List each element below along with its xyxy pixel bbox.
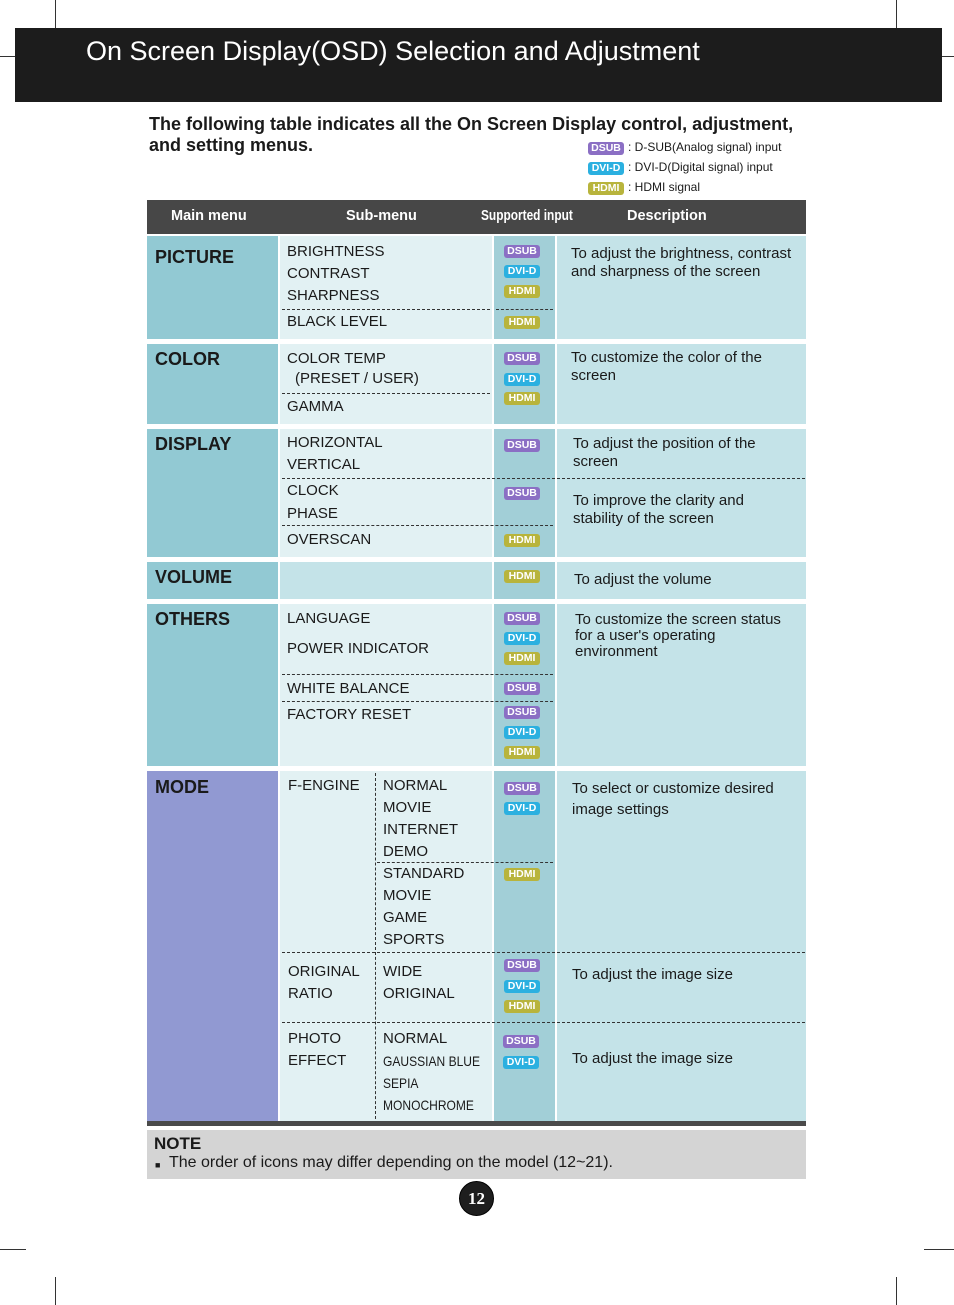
option-item: NORMAL bbox=[383, 1030, 448, 1047]
option-item: MONOCHROME bbox=[383, 1097, 474, 1113]
sub-item: PHOTO bbox=[288, 1030, 342, 1047]
note-text: The order of icons may differ depending on the model (12~21). bbox=[169, 1154, 613, 1171]
option-item: STANDARD bbox=[383, 865, 465, 882]
sub-item: WHITE BALANCE bbox=[287, 680, 410, 697]
sub-item: SHARPNESS bbox=[287, 287, 380, 304]
option-item: GAME bbox=[383, 909, 428, 926]
dvid-badge: DVI-D bbox=[504, 632, 540, 645]
description: To adjust the volume bbox=[574, 571, 712, 588]
legend-desc: : DVI-D(Digital signal) input bbox=[628, 160, 773, 174]
dsub-badge: DSUB bbox=[588, 142, 624, 155]
sub-item: GAMMA bbox=[287, 398, 344, 415]
dvid-badge: DVI-D bbox=[588, 162, 624, 175]
hdmi-badge: HDMI bbox=[504, 746, 540, 759]
intro-text: The following table indicates all the On Screen Display control, adjustment, and setting menus. bbox=[149, 114, 794, 155]
dsub-badge: DSUB bbox=[503, 1035, 539, 1048]
sub-item: CONTRAST bbox=[287, 265, 370, 282]
hdmi-badge: HDMI bbox=[504, 534, 540, 547]
hdmi-badge: HDMI bbox=[504, 392, 540, 405]
main-menu-others: OTHERS bbox=[155, 609, 231, 629]
divider bbox=[282, 309, 490, 310]
legend-dvid bbox=[588, 160, 773, 175]
hdmi-badge: HDMI bbox=[504, 652, 540, 665]
sub-item: (PRESET / USER) bbox=[295, 370, 419, 387]
header-description: Description bbox=[627, 208, 707, 224]
sub-item: EFFECT bbox=[288, 1052, 347, 1069]
dsub-badge: DSUB bbox=[504, 352, 540, 365]
option-item: ORIGINAL bbox=[383, 985, 455, 1002]
sub-item: RATIO bbox=[288, 985, 333, 1002]
dvid-badge: DVI-D bbox=[503, 1056, 539, 1069]
volume-sub-cell bbox=[280, 562, 492, 599]
header-sub-menu: Sub-menu bbox=[346, 208, 417, 224]
crop-mark bbox=[942, 56, 954, 57]
option-item: DEMO bbox=[383, 843, 428, 860]
sub-item: OVERSCAN bbox=[287, 531, 372, 548]
description: To adjust the position of the screen bbox=[573, 435, 756, 470]
description: To select or customize desired image settings bbox=[572, 780, 774, 818]
header-main-menu: Main menu bbox=[171, 208, 247, 224]
note-title: NOTE bbox=[154, 1134, 202, 1153]
option-item: MOVIE bbox=[383, 799, 432, 816]
page-title: On Screen Display(OSD) Selection and Adjustment bbox=[86, 36, 700, 66]
option-item: GAUSSIAN BLUE bbox=[383, 1053, 481, 1069]
dvid-badge: DVI-D bbox=[504, 265, 540, 278]
dsub-badge: DSUB bbox=[504, 706, 540, 719]
legend-dsub bbox=[588, 140, 781, 155]
option-item: INTERNET bbox=[383, 821, 458, 838]
crop-mark bbox=[896, 0, 897, 28]
mode-main-cell bbox=[147, 771, 278, 1121]
dsub-badge: DSUB bbox=[504, 439, 540, 452]
hdmi-badge: HDMI bbox=[588, 182, 624, 195]
description: To customize the screen status for a user's operating environment bbox=[575, 611, 781, 660]
description: To adjust the image size bbox=[572, 966, 733, 983]
dvid-badge: DVI-D bbox=[504, 726, 540, 739]
crop-mark bbox=[0, 1249, 26, 1250]
crop-mark bbox=[55, 0, 56, 28]
option-item: MOVIE bbox=[383, 887, 432, 904]
dsub-badge: DSUB bbox=[504, 782, 540, 795]
description: To customize the color of the screen bbox=[571, 349, 762, 384]
crop-mark bbox=[924, 1249, 954, 1250]
page-number: 12 bbox=[459, 1181, 494, 1216]
sub-item: COLOR TEMP bbox=[287, 350, 386, 367]
header-supported-input: Supported input bbox=[481, 208, 573, 224]
divider bbox=[282, 525, 553, 526]
crop-mark bbox=[896, 1277, 897, 1305]
hdmi-badge: HDMI bbox=[504, 285, 540, 298]
sub-item: FACTORY RESET bbox=[287, 706, 412, 723]
divider bbox=[377, 862, 553, 863]
main-menu-color: COLOR bbox=[155, 349, 220, 369]
divider bbox=[282, 1022, 805, 1023]
divider bbox=[375, 773, 376, 1119]
dvid-badge: DVI-D bbox=[504, 373, 540, 386]
divider bbox=[496, 309, 553, 310]
divider bbox=[282, 674, 553, 675]
bullet-icon: ■ bbox=[155, 1160, 161, 1170]
main-menu-mode: MODE bbox=[155, 777, 209, 797]
legend-desc: : D-SUB(Analog signal) input bbox=[628, 140, 782, 154]
main-menu-picture: PICTURE bbox=[155, 247, 235, 267]
dsub-badge: DSUB bbox=[504, 612, 540, 625]
mode-desc-cell bbox=[557, 771, 806, 1121]
divider bbox=[282, 952, 805, 953]
description: To adjust the brightness, contrast and sharpness of the screen bbox=[571, 245, 792, 280]
divider bbox=[282, 478, 805, 479]
sub-item: F-ENGINE bbox=[288, 777, 360, 794]
dsub-badge: DSUB bbox=[504, 245, 540, 258]
sub-item: CLOCK bbox=[287, 482, 339, 499]
sub-item: VERTICAL bbox=[287, 456, 361, 473]
table-bottom-rule bbox=[147, 1121, 806, 1126]
hdmi-badge: HDMI bbox=[504, 868, 540, 881]
crop-mark bbox=[55, 1277, 56, 1305]
dsub-badge: DSUB bbox=[504, 959, 540, 972]
option-item: SPORTS bbox=[383, 931, 445, 948]
hdmi-badge: HDMI bbox=[504, 1000, 540, 1013]
option-item: WIDE bbox=[383, 963, 423, 980]
sub-item: HORIZONTAL bbox=[287, 434, 383, 451]
legend-desc: : HDMI signal bbox=[628, 180, 701, 194]
dvid-badge: DVI-D bbox=[504, 980, 540, 993]
sub-item: BLACK LEVEL bbox=[287, 313, 388, 330]
description: To adjust the image size bbox=[572, 1050, 733, 1067]
main-menu-display: DISPLAY bbox=[155, 434, 232, 454]
dsub-badge: DSUB bbox=[504, 487, 540, 500]
description: To improve the clarity and stability of the screen bbox=[573, 492, 744, 527]
sub-item: BRIGHTNESS bbox=[287, 243, 385, 260]
sub-item: PHASE bbox=[287, 505, 338, 522]
option-item: SEPIA bbox=[383, 1075, 419, 1091]
hdmi-badge: HDMI bbox=[504, 570, 540, 583]
sub-item: ORIGINAL bbox=[288, 963, 360, 980]
legend-hdmi bbox=[588, 180, 700, 195]
hdmi-badge: HDMI bbox=[504, 316, 540, 329]
main-menu-volume: VOLUME bbox=[155, 567, 233, 587]
crop-mark bbox=[0, 56, 15, 57]
dsub-badge: DSUB bbox=[504, 682, 540, 695]
sub-item: LANGUAGE bbox=[287, 610, 371, 627]
dvid-badge: DVI-D bbox=[504, 802, 540, 815]
sub-item: POWER INDICATOR bbox=[287, 640, 429, 657]
divider bbox=[282, 701, 553, 702]
divider bbox=[282, 393, 490, 394]
option-item: NORMAL bbox=[383, 777, 448, 794]
